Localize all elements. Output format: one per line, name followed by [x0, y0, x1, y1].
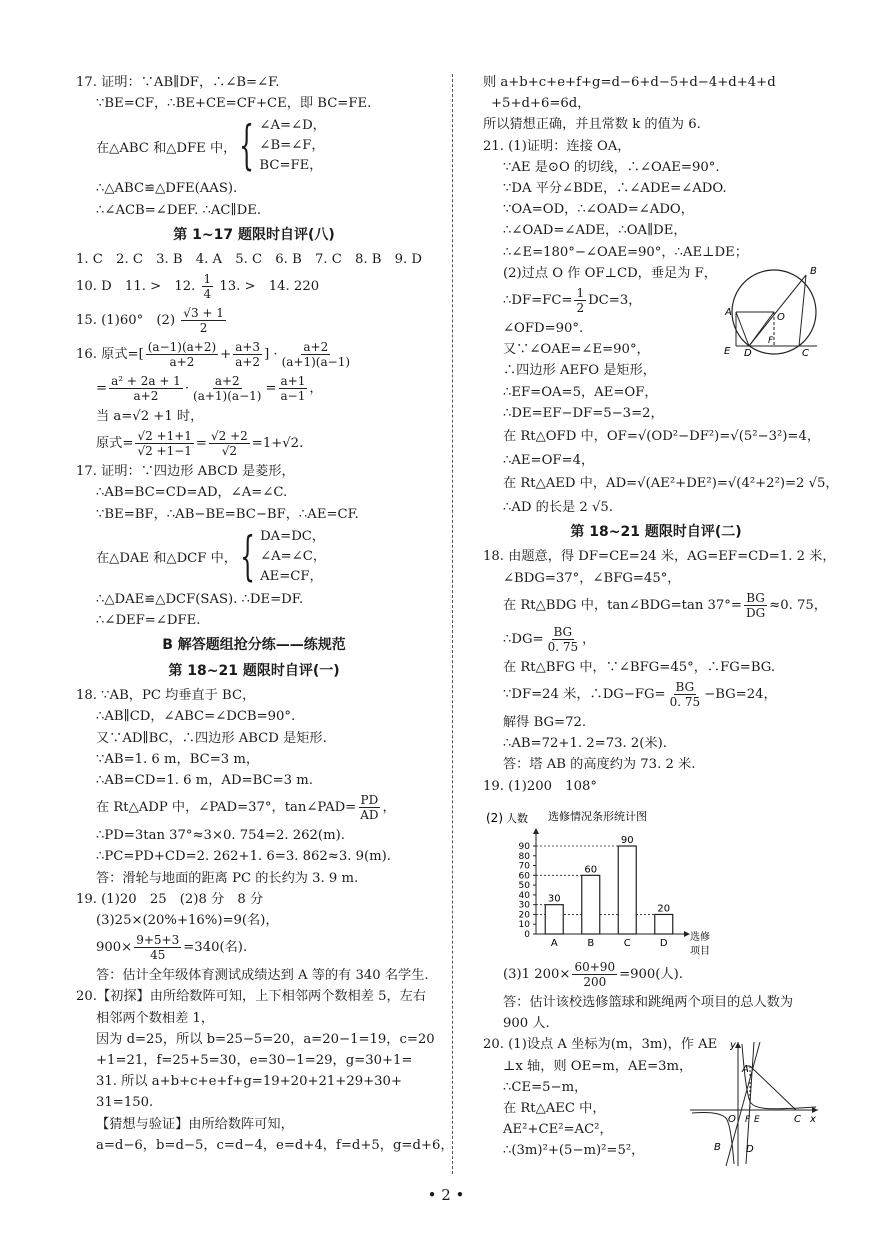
chart-x-label-1: 选修 [690, 932, 710, 943]
fraction: $\frac{√2 +1+1}{√2 +1-1}$ [137, 429, 192, 459]
p21b-line-9: ∴AD 的长是 2 √5. [503, 500, 614, 516]
p21-line-1: 21. (1)证明：连接 OA， [483, 138, 631, 154]
p17b-line-1: 17. 证明：∵四边形 ABCD 是菱形， [76, 464, 295, 480]
p21-line-4: ∵OA=OD，∴∠OAD=∠ADO， [503, 202, 694, 218]
fraction: $\frac{a+2}{(a+1)(a-1)}$ [193, 374, 262, 404]
p21b-line-7: ∴AE=OF=4， [503, 453, 595, 469]
answers-row-1: 1. C 2. C 3. B 4. A 5. C 6. B 7. C 8. B 9. D [76, 251, 422, 267]
p19-answer: 答：估计全年级体育测试成绩达到 A 等的有 340 名学生. [96, 968, 429, 984]
label-f: F [768, 336, 774, 346]
p18-end-2: ∴PC=PD+CD=2. 262+1. 6=3. 862≈3. 9(m). [96, 849, 391, 865]
label-o: O [777, 312, 785, 323]
coord-label-a: A [742, 1064, 749, 1075]
p21-df-line: ∴DF=FC= $\frac{1}{2}$ DC=3， [503, 286, 642, 316]
circle-geometry-figure [720, 262, 830, 362]
chart-y-tick-label: 70 [518, 861, 530, 872]
chart-category-label: A [550, 938, 558, 949]
q18-tan-line: 在 Rt△BDG 中，tan∠BDG=tan 37°= $\frac{BG}{DG}$ ≈0. 75， [503, 590, 827, 620]
chart-y-tick-label: 60 [518, 871, 530, 882]
coord-label-x: x [810, 1114, 816, 1125]
p20-line-4: +1=21，f=25+5=30，e=30−1=29，g=30+1= [96, 1053, 413, 1069]
bar-chart [484, 806, 718, 960]
label-e: E [724, 346, 731, 357]
chart-part-label: (2) [486, 811, 503, 825]
fraction: $\frac{PD}{AD}$ [360, 793, 379, 823]
chart-category-label: B [587, 938, 595, 949]
chart-y-label: 人数 [506, 812, 528, 825]
coord-label-e: E [754, 1115, 760, 1125]
fraction: $\frac{BG}{0. 75}$ [547, 624, 579, 654]
q19-3-line: (3)1 200× $\frac{60+90}{200}$ =900(人). [503, 960, 683, 989]
p19-frac-line: 900× $\frac{9+5+3}{45}$ =340(名). [96, 933, 248, 963]
coord-label-b: B [714, 1142, 721, 1153]
p17b-cond-1: DA=DC， [260, 528, 326, 544]
fraction: $\frac{9+5+3}{45}$ [136, 933, 180, 963]
fraction: $\frac{√3 + 1}{2}$ [183, 306, 224, 336]
p17a-brace-items [259, 116, 325, 176]
p18-line-5: ∴AB=CD=1. 6 m，AD=BC=3 m. [96, 773, 313, 789]
chart-y-tick-label: 80 [518, 851, 530, 862]
chart-data-label: 20 [657, 903, 671, 915]
q18-line-1: 18. 由题意，得 DF=CE=24 米，AG=EF=CD=1. 2 米， [483, 549, 836, 565]
p17b-brace-block [76, 527, 432, 587]
p20c-line-1: 则 a+b+c+e+f+g=d−6+d−5+d−4+d+4+d [483, 75, 776, 90]
p17a-cond-1: ∠A=∠D， [259, 118, 326, 134]
q20-line-4: 在 Rt△AEC 中， [503, 1101, 606, 1117]
chart-x-label-2: 项目 [690, 946, 710, 957]
fraction: $\frac{a+3}{a+2}$ [235, 340, 261, 370]
p20-line-6: 31=150. [96, 1095, 154, 1111]
fraction: $\frac{a+1}{a-1}$ [280, 374, 306, 404]
fraction: $\frac{BG}{0. 75}$ [669, 680, 701, 710]
p17b-brace-items [260, 527, 326, 587]
coord-label-o: O [728, 1114, 736, 1125]
p17b-cond-3: AE=CF， [260, 568, 323, 584]
p17b-end-2: ∴∠DEF=∠DFE. [96, 613, 201, 629]
q18-mid: 在 Rt△BFG 中，∵∠BFG=45°，∴FG=BG. [503, 659, 776, 675]
chart-y-tick-label: 0 [524, 930, 530, 940]
left-column [76, 72, 454, 1156]
p20-line-7: 【猜想与验证】由所给数阵可知， [96, 1116, 294, 1132]
chart-y-tick-label: 20 [518, 910, 530, 921]
fraction: $\frac{1}{2}$ [576, 286, 585, 316]
chart-y-arrow [533, 828, 539, 834]
chart-y-tick-label: 30 [518, 900, 530, 911]
brace-symbol: { [240, 526, 255, 587]
p17a-brace-label: 在△ABC 和△DFE 中， [96, 140, 237, 156]
p17a-end-1: ∴△ABC≌△DFE(AAS). [96, 181, 238, 197]
p20-line-8: a=d−6，b=d−5，c=d−4，e=d+4，f=d+5，g=d+6， [96, 1137, 454, 1153]
p19-line-1: 19. (1)20 25 (2)8 分 8 分 [76, 891, 264, 907]
p16-line-3: 当 a=√2 +1 时， [96, 409, 204, 425]
q18-dg-line: ∴DG= $\frac{BG}{0. 75}$ ， [503, 624, 596, 654]
p17b-end-1: ∴△DAE≌△DCF(SAS). ∴DE=DF. [96, 591, 304, 607]
p20c-line-3: 所以猜想正确，并且常数 k 的值为 6. [483, 117, 701, 133]
q20-line-3: ∴CE=5−m， [503, 1079, 588, 1095]
right-column [483, 72, 839, 797]
q18-end-3: 答：塔 AB 的高度约为 73. 2 米. [503, 757, 696, 773]
fraction: $\frac{(a-1)(a+2)}{a+2}$ [147, 340, 217, 370]
column-divider [452, 74, 453, 1174]
p21-line-5: ∴∠OAD=∠ADE，∴OA∥DE， [503, 223, 687, 239]
p20c-line-2: +5+d+6=6d， [491, 96, 591, 112]
chart-bar [582, 875, 600, 934]
p17a-line-2: ∵BE=CF，∴BE+CE=CF+CE，即 BC=FE. [96, 96, 372, 112]
q18-eq-line: ∵DF=24 米，∴DG−FG= $\frac{BG}{0. 75}$ −BG=24， [503, 680, 777, 710]
section-heading-b: B 解答题组抢分练——练规范 [162, 637, 346, 654]
brace-symbol: { [239, 116, 255, 177]
coord-label-f: F [745, 1115, 751, 1125]
fraction: $\frac{√2 +2}{√2}$ [210, 429, 248, 459]
label-c: C [802, 348, 809, 359]
chart-y-tick-label: 90 [518, 842, 530, 852]
chart-bar [655, 914, 673, 934]
p16-line-1: 16. 原式=[ $\frac{(a-1)(a+2)}{a+2}$ + $\frac{a+3}{a+2}$ ] · $\frac{a+2}{(a+1)(a-1)}$ [76, 340, 351, 370]
p16-line-4: 原式= $\frac{√2 +1+1}{√2 +1-1}$ = $\frac{√2 +2}{√2}$ =1+√2. [96, 429, 304, 459]
p17a-cond-3: BC=FE， [259, 158, 323, 174]
p17b-brace-label: 在△DAE 和△DCF 中， [96, 551, 237, 567]
label-a: A [725, 307, 732, 318]
answers-row-15: 15. (1)60° (2) $\frac{√3 + 1}{2}$ [76, 306, 224, 336]
chart-title: 选修情况条形统计图 [548, 810, 647, 823]
q20-line-1: 20. (1)设点 A 坐标为(m，3m)，作 AE [483, 1037, 718, 1053]
p20-line-1: 20.【初探】由所给数阵可知，上下相邻两个数相差 5，左右 [76, 989, 427, 1005]
chart-data-label: 60 [584, 864, 598, 876]
p20-line-5: 31. 所以 a+b+c+e+f+g=19+20+21+29+30+ [96, 1074, 402, 1090]
chart-category-label: D [659, 938, 668, 949]
p21b-line-8: 在 Rt△AED 中，AD=√(AE²+DE²)=√(4²+2²)=2 √5， [503, 476, 839, 492]
p21b-line-4: ∴EF=OA=5，AE=OF， [503, 384, 658, 400]
p17b-cond-2: ∠A=∠C， [260, 548, 327, 564]
fraction: $\frac{a+2}{(a+1)(a-1)}$ [281, 340, 351, 370]
p19-line-2: (3)25×(20%+16%)=9(名)， [96, 913, 279, 929]
p17a-cond-2: ∠B=∠F， [259, 138, 325, 154]
coord-label-d: D [746, 1144, 754, 1155]
fraction: $\frac{BG}{DG}$ [745, 590, 766, 620]
page-number: • 2 • [427, 1186, 465, 1204]
p21b-line-3: ∴四边形 AEFO 是矩形， [503, 363, 656, 379]
chart-bar [545, 905, 563, 934]
chart-category-label: C [623, 938, 631, 949]
coord-label-y: y [730, 1040, 736, 1051]
p21-line-6: ∴∠E=180°−∠OAE=90°，∴AE⊥DE； [503, 244, 748, 260]
section-heading-18-21-2: 第 18~21 题限时自评(二) [570, 524, 742, 541]
label-b: B [810, 266, 817, 277]
label-d: D [744, 348, 752, 359]
p21b-line-5: ∴DE=EF−DF=5−3=2， [503, 405, 664, 421]
chart-y-tick-label: 10 [518, 920, 530, 931]
q18-line-2: ∠BDG=37°，∠BFG=45°， [503, 570, 681, 586]
p18-line-3: 又∵AD∥BC，∴四边形 ABCD 是矩形. [96, 730, 327, 746]
p17b-line-2: ∴AB=BC=CD=AD，∠A=∠C. [96, 485, 288, 501]
chart-y-tick-label: 50 [518, 881, 530, 892]
chart-y-tick-label: 40 [518, 890, 530, 901]
p17a-line-1: 17. 证明：∵AB∥DF，∴∠B=∠F. [76, 75, 280, 90]
p18-end-3: 答：滑轮与地面的距离 PC 的长约为 3. 9 m. [96, 870, 359, 886]
q19-ans-2: 900 人. [503, 1016, 550, 1032]
p21b-line-2: 又∵∠OAE=∠E=90°， [503, 342, 650, 358]
q20-line-2: ⊥x 轴，则 OE=m，AE=3m， [503, 1058, 693, 1074]
p21b-line-6: 在 Rt△OFD 中，OF=√(OD²−DF²)=√(5²−3²)=4， [503, 429, 821, 445]
answers-row-2: 10. D 11. > 12. $\frac{1}{4}$ 13. > 14. 220 [76, 272, 320, 302]
fraction: $\frac{60+90}{200}$ [574, 960, 616, 989]
coord-label-c: C [794, 1114, 801, 1125]
p18-line-4: ∵AB=1. 6 m，BC=3 m， [96, 751, 260, 767]
q19-ans-1: 答：估计该校选修篮球和跳绳两个项目的总人数为 [503, 995, 794, 1010]
p21-line-3: ∵DA 平分∠BDE，∴∠ADE=∠ADO. [503, 181, 727, 197]
p20-line-3: 因为 d=25，所以 b=25−5=20，a=20−1=19，c=20 [96, 1031, 435, 1047]
chart-data-label: 30 [547, 893, 561, 905]
fraction: $\frac{1}{4}$ [203, 272, 212, 302]
p21b-line-1: ∠OFD=90°. [503, 321, 584, 337]
coordinate-figure [690, 1040, 820, 1168]
p17b-line-3: ∵BE=BF，∴AB−BE=BC−BF，∴AE=CF. [96, 506, 359, 522]
section-heading-18-21-1: 第 18~21 题限时自评(一) [168, 663, 340, 680]
fraction: $\frac{\text{a² + 2a + 1}}{a+2}$ [111, 374, 181, 404]
p21-line-2: ∵AE 是⊙O 的切线，∴∠OAE=90°. [503, 159, 720, 175]
q18-end-1: 解得 BG=72. [503, 715, 587, 731]
q18-end-2: ∴AB=72+1. 2=73. 2(米). [503, 736, 667, 752]
p16-line-2: = $\frac{\text{a² + 2a + 1}}{a+2}$ · $\frac{a+2}{(a+1)(a-1)}$ = $\frac{a+1}{a-1}$ ， [96, 374, 323, 404]
q20-line-5: AE²+CE²=AC²， [503, 1122, 613, 1138]
p17a-end-2: ∴∠ACB=∠DEF. ∴AC∥DE. [96, 202, 262, 218]
chart-data-label: 90 [620, 835, 634, 846]
chart-bar [618, 846, 636, 934]
section-heading-8: 第 1~17 题限时自评(八) [173, 226, 335, 243]
p17a-brace-block [76, 116, 432, 176]
q19-line-1: 19. (1)200 108° [483, 778, 597, 794]
p18-line-2: ∴AB∥CD，∠ABC=∠DCB=90°. [96, 709, 296, 725]
p20-line-2: 相邻两个数相差 1， [96, 1010, 215, 1026]
p21-line-7: (2)过点 O 作 OF⊥CD，垂足为 F， [503, 265, 717, 281]
q20-line-6: ∴(3m)²+(5−m)²=5²， [503, 1143, 645, 1159]
p18-tan-line: 在 Rt△ADP 中，∠PAD=37°，tan∠PAD= $\frac{PD}{AD}$ ， [96, 793, 396, 823]
p18-end-1: ∴PD=3tan 37°≈3×0. 754=2. 262(m). [96, 828, 345, 844]
p18-line-1: 18. ∵AB，PC 均垂直于 BC， [76, 688, 256, 704]
